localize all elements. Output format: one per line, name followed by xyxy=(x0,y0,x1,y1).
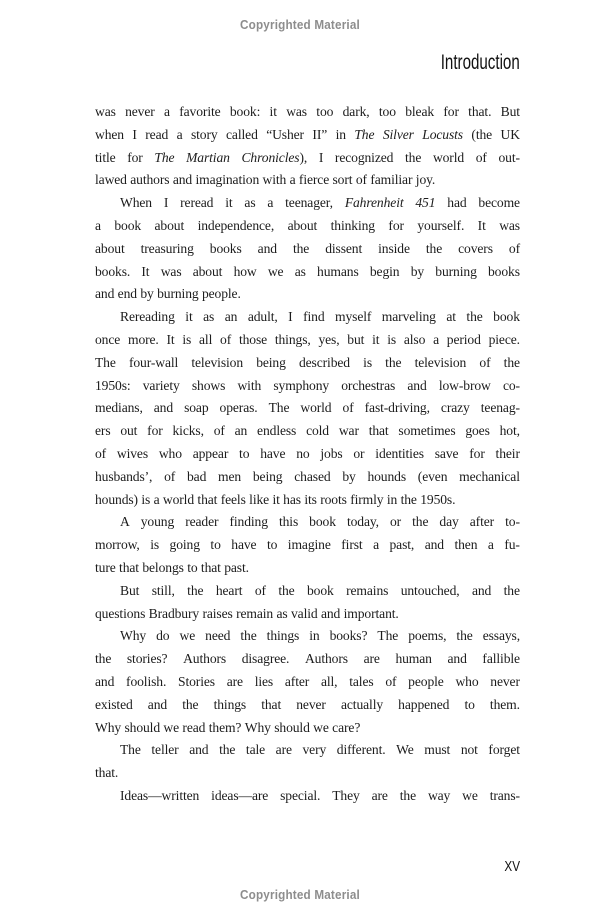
text-line: hounds) is a world that feels like it has its roots firmly in the 1950s. xyxy=(95,491,456,507)
paragraph xyxy=(95,580,520,626)
paragraph xyxy=(95,511,520,579)
text-line: existed and the things that never actually happened to them. xyxy=(95,696,520,712)
running-head-introduction: Introduction xyxy=(440,51,520,74)
paragraph xyxy=(95,192,520,306)
text-line: and end by burning people. xyxy=(95,286,241,302)
text-line: ers out for kicks, of an endless cold war that sometimes goes hot, xyxy=(95,423,520,439)
text-line: a book about independence, about thinking for yourself. It was xyxy=(95,217,520,233)
text-line: was never a favorite book: it was too dark, too bleak for that. But xyxy=(95,104,520,119)
text-line: questions Bradbury raises remain as valid and important. xyxy=(95,605,399,621)
text-line: Why do we need the things in books? The poems, the essays, xyxy=(120,628,520,644)
paragraph xyxy=(95,625,520,739)
text-line: of wives who appear to have no jobs or identities save for their xyxy=(95,445,520,461)
text-line: books. It was about how we as humans begin by burning books xyxy=(95,263,520,279)
paragraph xyxy=(95,785,520,808)
text-line: But still, the heart of the book remains untouched, and the xyxy=(120,582,520,598)
text-line: husbands’, of bad men being chased by hounds (even mechanical xyxy=(95,468,520,484)
text-line: Rereading it as an adult, I find myself marveling at the book xyxy=(120,309,520,325)
paragraph xyxy=(95,101,520,192)
text-line: The four-wall television being described is the television of the xyxy=(95,354,520,370)
text-line: When I reread it as a teenager, Fahrenheit 451 had become xyxy=(120,195,520,211)
text-line: that. xyxy=(95,765,119,781)
text-line: Why should we read them? Why should we care? xyxy=(95,719,361,735)
paragraph xyxy=(95,306,520,511)
text-line: 1950s: variety shows with symphony orchestras and low-brow co- xyxy=(95,377,520,393)
text-line: ture that belongs to that past. xyxy=(95,559,249,575)
text-line: morrow, is going to have to imagine first a past, and then a fu- xyxy=(95,537,520,553)
text-line: The teller and the tale are very different. We must not forget xyxy=(120,742,520,758)
text-line: once more. It is all of those things, yes, but it is also a period piece. xyxy=(95,331,520,347)
text-line: the stories? Authors disagree. Authors are human and fallible xyxy=(95,651,520,667)
text-line: and foolish. Stories are lies after all, tales of people who never xyxy=(95,673,520,689)
copyright-notice-top: Copyrighted Material xyxy=(240,17,360,32)
text-line: lawed authors and imagination with a fierce sort of familiar joy. xyxy=(95,172,436,188)
text-line: medians, and soap operas. The world of fast-driving, crazy teenag- xyxy=(95,400,520,416)
text-line: A young reader finding this book today, or the day after to- xyxy=(120,514,520,530)
text-line: when I read a story called “Usher II” in The Silver Locusts (the UK xyxy=(95,126,520,142)
text-line: about treasuring books and the dissent inside the covers of xyxy=(95,240,520,256)
body-text xyxy=(95,101,520,808)
page-number: XV xyxy=(504,858,520,875)
text-line: title for The Martian Chronicles), I recognized the world of out- xyxy=(95,149,520,165)
text-line: Ideas—written ideas—are special. They are the way we trans- xyxy=(120,787,520,803)
paragraph xyxy=(95,739,520,785)
copyright-notice-bottom: Copyrighted Material xyxy=(240,887,360,902)
